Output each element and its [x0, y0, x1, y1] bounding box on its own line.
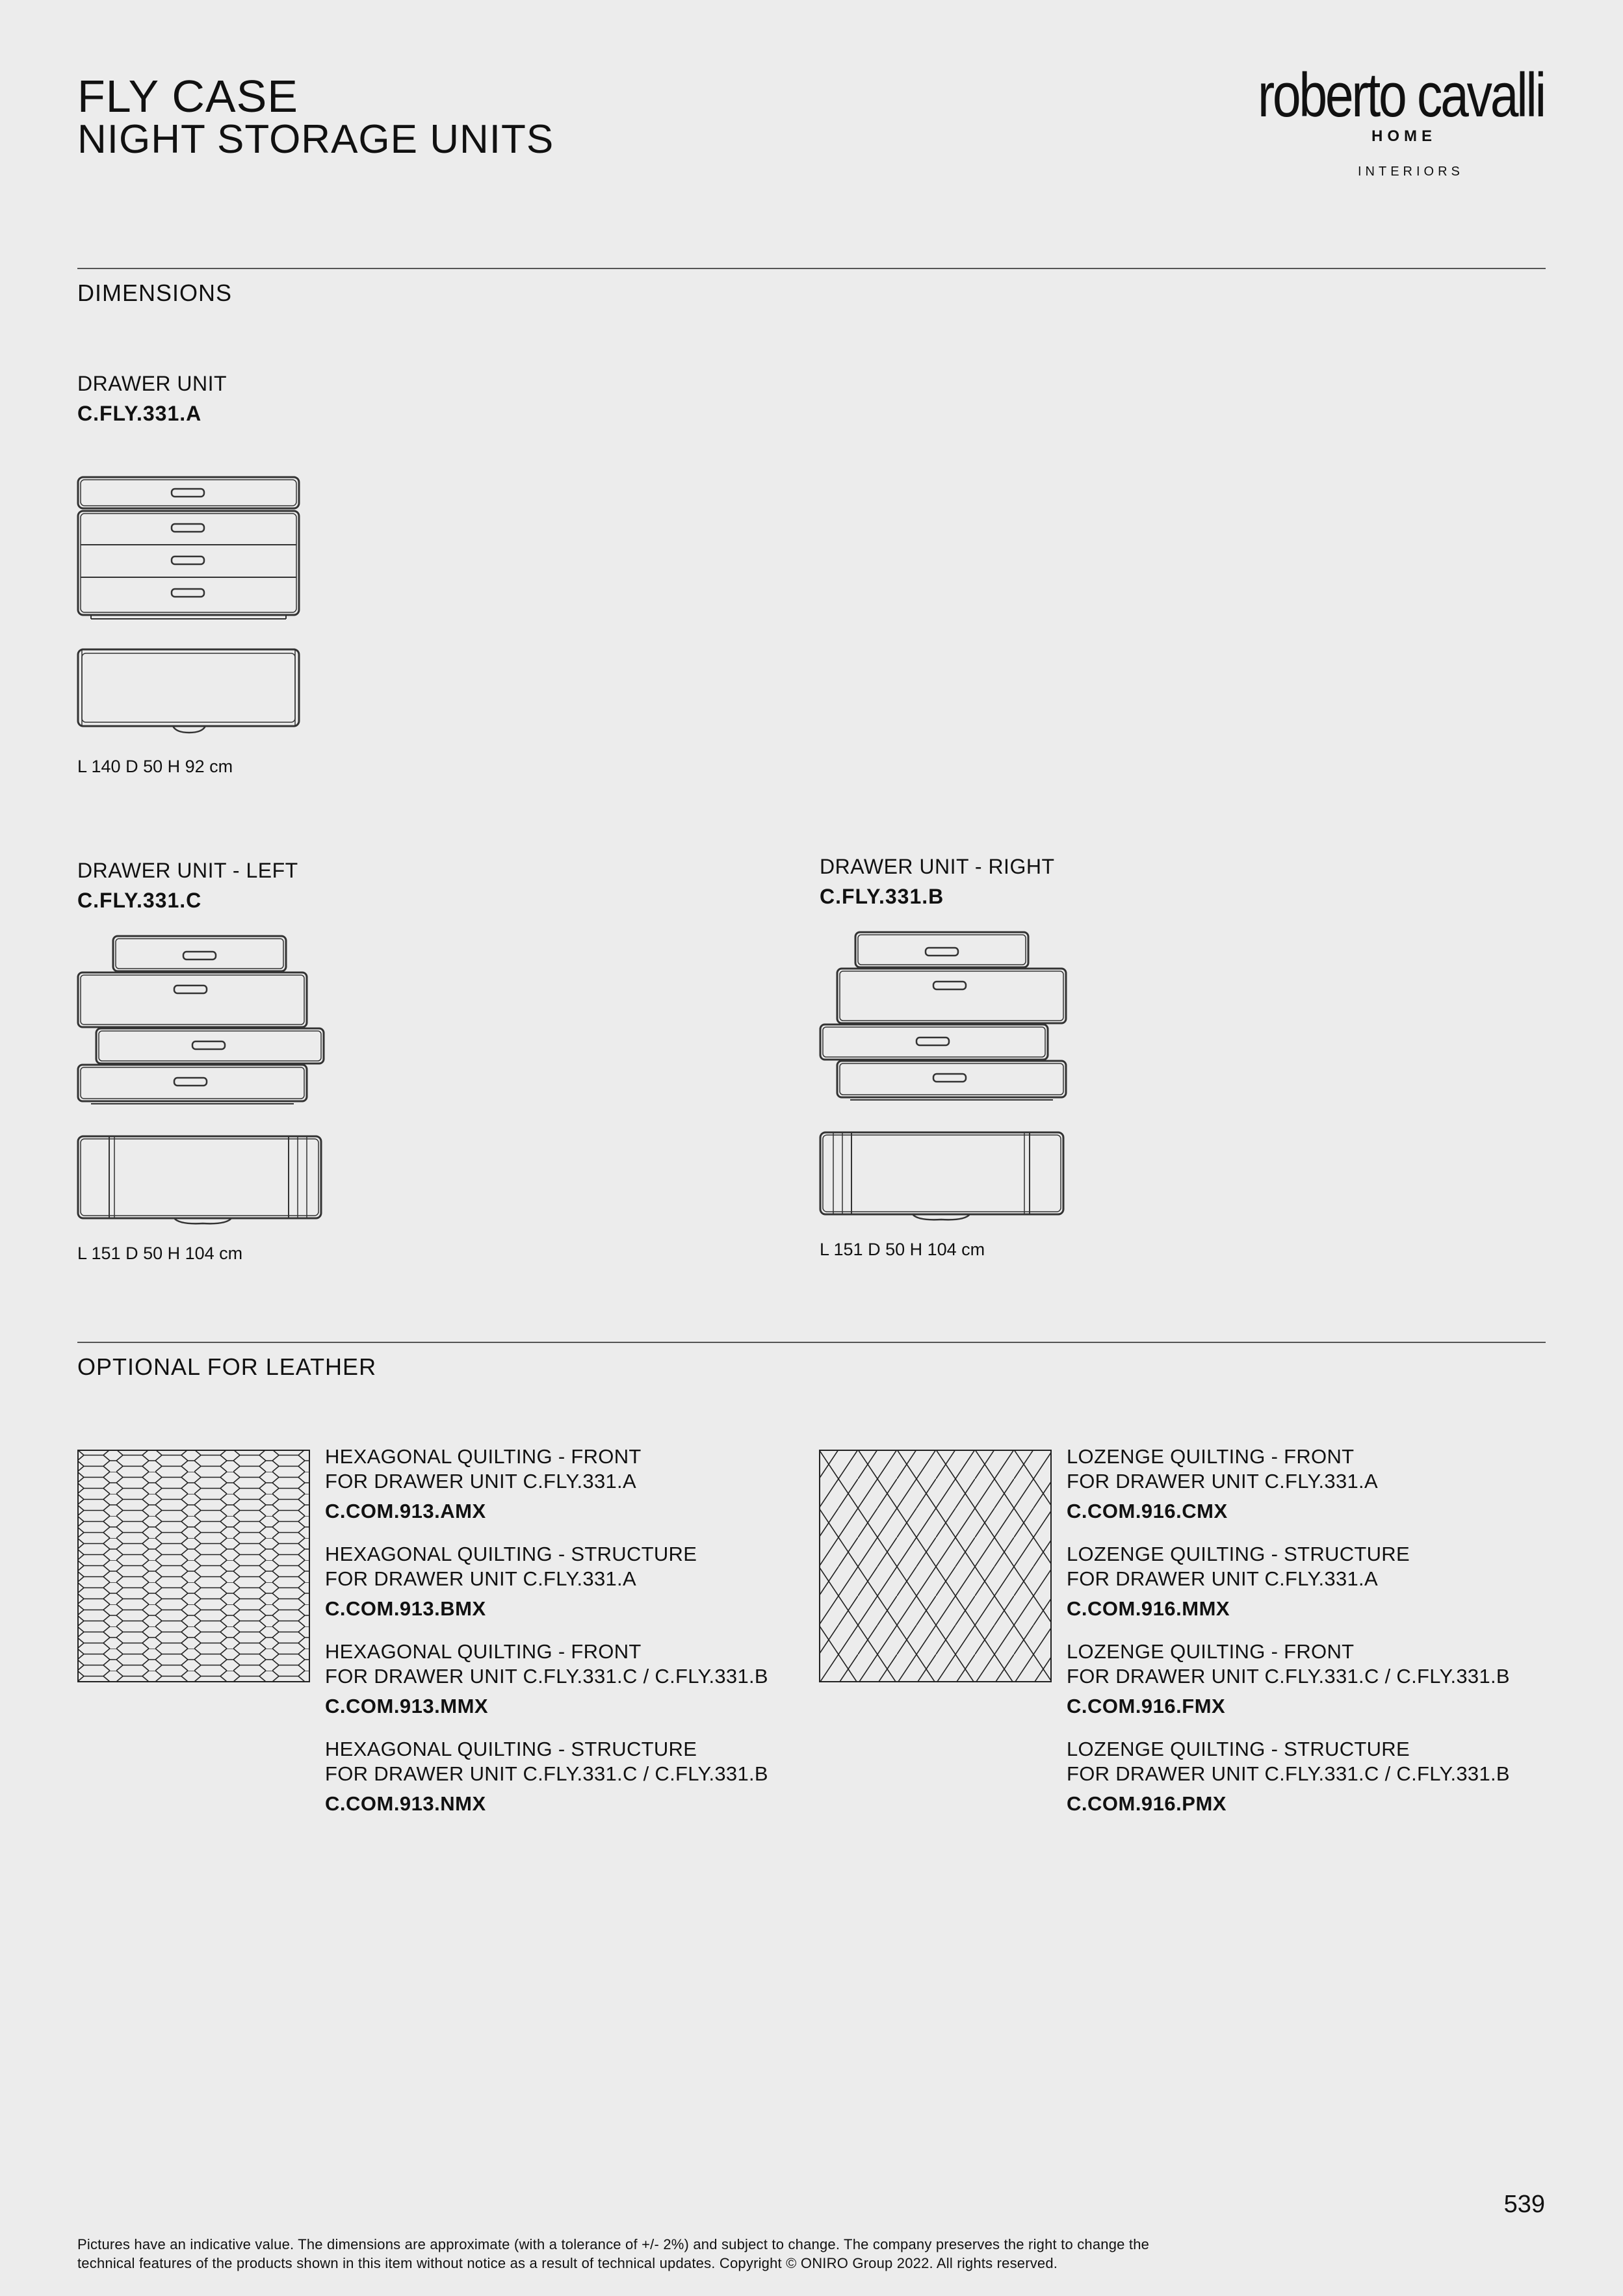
option-title: LOZENGE QUILTING - FRONT [1067, 1445, 1355, 1468]
option-title: HEXAGONAL QUILTING - STRUCTURE [325, 1543, 697, 1565]
optional-section-title: OPTIONAL FOR LEATHER [77, 1353, 377, 1380]
unit-c-side-drawing [75, 1134, 326, 1225]
option-target: FOR DRAWER UNIT C.FLY.331.A [325, 1470, 636, 1493]
option-code: C.COM.916.FMX [1067, 1695, 1226, 1717]
lozenge-quilting-swatch [819, 1450, 1052, 1682]
option-target: FOR DRAWER UNIT C.FLY.331.C / C.FLY.331.B [1067, 1762, 1510, 1785]
option-target: FOR DRAWER UNIT C.FLY.331.C / C.FLY.331.B [325, 1665, 768, 1688]
unit-b-code: C.FLY.331.B [820, 885, 944, 908]
hexagonal-option-item [325, 1737, 768, 1816]
unit-b-label: DRAWER UNIT - RIGHT [820, 855, 1055, 878]
option-title: HEXAGONAL QUILTING - STRUCTURE [325, 1738, 697, 1760]
option-target: FOR DRAWER UNIT C.FLY.331.C / C.FLY.331.B [1067, 1665, 1510, 1688]
unit-c-front-drawing [75, 933, 326, 1109]
unit-b-side-drawing [818, 1130, 1069, 1221]
option-code: C.COM.916.PMX [1067, 1792, 1227, 1815]
option-code: C.COM.913.NMX [325, 1792, 486, 1815]
unit-c-label: DRAWER UNIT - LEFT [77, 859, 298, 882]
page-subtitle: NIGHT STORAGE UNITS [77, 117, 554, 162]
section-divider [77, 1342, 1546, 1343]
hexagonal-quilting-swatch [77, 1450, 310, 1682]
lozenge-option-item [1067, 1444, 1378, 1524]
option-code: C.COM.913.MMX [325, 1695, 489, 1717]
option-title: LOZENGE QUILTING - FRONT [1067, 1640, 1355, 1663]
unit-b-front-drawing [818, 930, 1069, 1105]
page-number: 539 [1503, 2191, 1545, 2218]
option-code: C.COM.916.CMX [1067, 1500, 1228, 1522]
hexagonal-option-item [325, 1444, 642, 1524]
unit-a-front-drawing [75, 475, 303, 624]
section-divider [77, 268, 1546, 269]
option-target: FOR DRAWER UNIT C.FLY.331.A [1067, 1567, 1378, 1590]
option-code: C.COM.913.AMX [325, 1500, 486, 1522]
brand-logo: roberto cavalli [1258, 60, 1544, 130]
hexagonal-option-item [325, 1542, 697, 1621]
unit-a-side-drawing [75, 647, 303, 738]
page-title: FLY CASE [77, 71, 298, 122]
lozenge-option-item [1067, 1542, 1410, 1621]
option-target: FOR DRAWER UNIT C.FLY.331.C / C.FLY.331.B [325, 1762, 768, 1785]
brand-logo-home: HOME [1371, 127, 1436, 145]
option-title: HEXAGONAL QUILTING - FRONT [325, 1445, 642, 1468]
disclaimer [77, 2235, 1507, 2273]
lozenge-option-item [1067, 1639, 1510, 1719]
unit-b-dimensions: L 151 D 50 H 104 cm [820, 1240, 985, 1259]
disclaimer-line: technical features of the products shown in this item without notice as a result of technical updates. Copyright © ONIRO Group 2022. All rights reserved. [77, 2255, 1058, 2271]
option-title: LOZENGE QUILTING - STRUCTURE [1067, 1543, 1410, 1565]
option-code: C.COM.916.MMX [1067, 1597, 1230, 1620]
option-title: LOZENGE QUILTING - STRUCTURE [1067, 1738, 1410, 1760]
brand-logo-interiors: INTERIORS [1358, 164, 1464, 179]
option-target: FOR DRAWER UNIT C.FLY.331.A [1067, 1470, 1378, 1493]
hexagonal-option-item [325, 1639, 768, 1719]
unit-a-code: C.FLY.331.A [77, 402, 202, 425]
lozenge-option-item [1067, 1737, 1510, 1816]
option-title: HEXAGONAL QUILTING - FRONT [325, 1640, 642, 1663]
unit-c-dimensions: L 151 D 50 H 104 cm [77, 1244, 243, 1263]
unit-a-label: DRAWER UNIT [77, 372, 227, 395]
disclaimer-line: Pictures have an indicative value. The dimensions are approximate (with a tolerance of +/- 2%) and subject to change. The company preserves the right to change the [77, 2236, 1150, 2252]
unit-a-dimensions: L 140 D 50 H 92 cm [77, 757, 233, 776]
option-code: C.COM.913.BMX [325, 1597, 486, 1620]
option-target: FOR DRAWER UNIT C.FLY.331.A [325, 1567, 636, 1590]
dimensions-section-title: DIMENSIONS [77, 280, 233, 306]
unit-c-code: C.FLY.331.C [77, 889, 202, 912]
